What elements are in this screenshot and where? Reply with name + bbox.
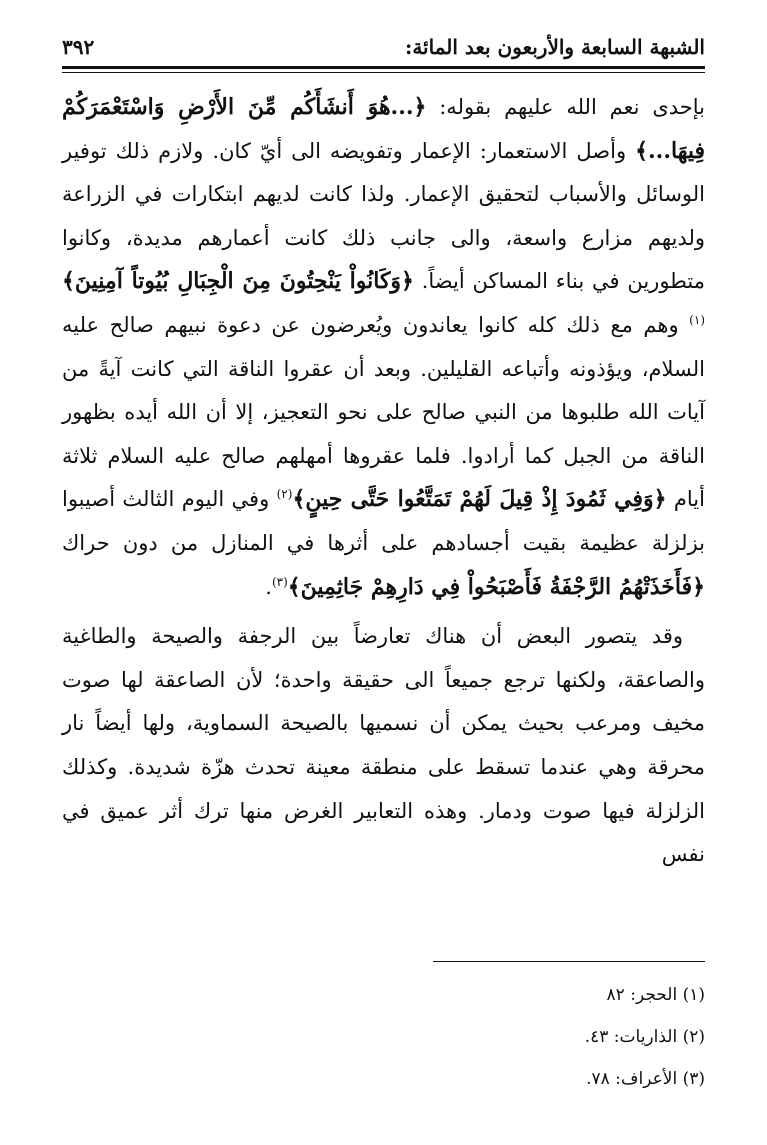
header-rule-thick [62, 66, 705, 69]
footnote-3: (٣) الأعراف: ٧٨. [586, 1069, 705, 1089]
paragraph-1 [62, 86, 705, 609]
footnote-separator [433, 961, 705, 962]
body-text [62, 86, 705, 877]
quran-verse: ﴿...هُوَ أَنشَأَكُم مِّنَ الأَرْضِ وَاسْتَعْمَرَكُمْ فِيهَا...﴾ [62, 94, 705, 164]
page-header [62, 30, 705, 64]
quran-verse: ﴿وَفِي ثَمُودَ إِذْ قِيلَ لَهُمْ تَمَتَّعُوا حَتَّى حِينٍ﴾ [292, 486, 667, 513]
quran-verse: ﴿وَكَانُواْ يَنْحِتُونَ مِنَ الْجِبَالِ بُيُوتاً آمِنِينَ﴾ [62, 268, 414, 295]
footnotes [62, 974, 705, 1100]
text-segment: وأصل الاستعمار: الإعمار وتفويضه الى أيّ كان. ولازم ذلك توفير الوسائل والأسباب لتحقيق الإعمار. ولذا كانت لديهم ابتكارات في الزراعة ولديهم مزارع واسعة، والى جانب ذلك كانت أعمارهم مديدة، وكانوا متطورين في بناء المساكن أيضاً. [62, 138, 705, 294]
footnote-ref: (٣) [271, 574, 288, 589]
text-segment: بإحدى نعم الله عليهم بقوله: [426, 95, 705, 119]
footnote-2: (٢) الذاريات: ٤٣. [584, 1027, 705, 1047]
paragraph-2: وقد يتصور البعض أن هناك تعارضاً بين الرجفة والصيحة والطاغية والصاعقة، ولكنها ترجع جميعاً الى حقيقة واحدة؛ لأن الصاعقة لها صوت مخيف ومرعب بحيث يمكن أن نسميها بالصيحة السماوية، ولها أيضاً نار محرقة وهي عندما تسقط على منطقة معينة تحدث هزّة شديدة. وكذلك الزلزلة فيها صوت ودمار. وهذه التعابير الغرض منها ترك أثر عميق في نفس [62, 624, 705, 867]
text-segment: وهم مع ذلك كله كانوا يعاندون ويُعرضون عن دعوة نبيهم صالح عليه السلام، ويؤذونه وأتباعه القليلين. وبعد أن عقروا الناقة التي كانت آيةً من آيات الله طلبوها من النبي صالح على نحو التعجيز، إلا أن الله أيده بظهور الناقة من الجبل كما أرادوا. فلما عقروها أمهلهم صالح عليه السلام ثلاثة أيام [62, 312, 705, 512]
header-rule-thin [62, 72, 705, 73]
text-segment: وفي اليوم الثالث أصيبوا بزلزلة عظيمة بقيت أجسادهم على أثرها في المنازل من دون حراك [62, 487, 705, 555]
running-title: الشبهة السابعة والأربعون بعد المائة: [404, 35, 705, 59]
page-number: ٣٩٢ [62, 35, 95, 59]
text-segment: . [265, 574, 272, 599]
footnote-ref: (٢) [276, 487, 293, 502]
footnote-1: (١) الحجر: ٨٢ [606, 985, 705, 1005]
quran-verse: ﴿فَأَخَذَتْهُمُ الرَّجْفَةُ فَأَصْبَحُواْ فِي دَارِهِمْ جَاثِمِينَ﴾ [287, 573, 705, 600]
footnote-ref: (١) [689, 312, 705, 327]
